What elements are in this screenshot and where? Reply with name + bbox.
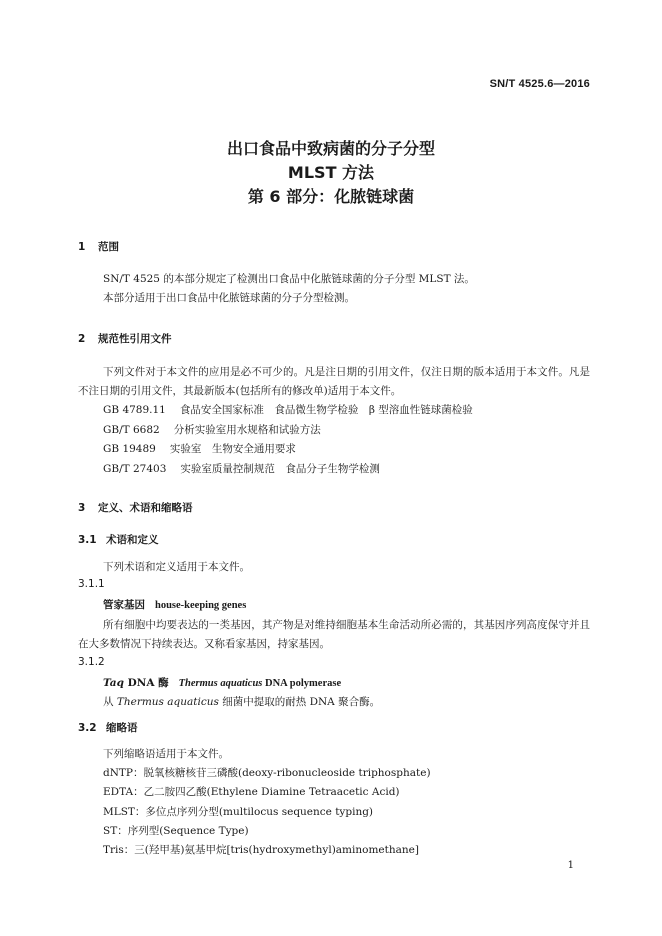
section-2-heading: [78, 331, 172, 346]
term-number: 3.1.2: [78, 656, 105, 668]
abbreviations-intro: 下列缩略语适用于本文件。: [103, 748, 229, 760]
section-number: 3.2: [78, 722, 97, 734]
section-number: 3.1: [78, 534, 97, 546]
reference-title: 实验室 生物安全通用要求: [169, 443, 296, 455]
section-number: 3: [78, 502, 86, 514]
reference-code: GB 4789.11: [103, 404, 166, 416]
section-title: 定义、术语和缩略语: [98, 502, 193, 514]
subsection-3-2-heading: [78, 720, 138, 735]
section-title: 规范性引用文件: [98, 333, 172, 345]
abbreviation-item: ST：序列型(Sequence Type): [103, 824, 249, 837]
reference-list: [103, 401, 487, 479]
abbreviation-list: [103, 745, 431, 860]
reference-item: [103, 421, 487, 441]
section-title: 范围: [98, 241, 119, 253]
abbreviation-item: MLST：多位点序列分型(multilocus sequence typing): [103, 805, 374, 818]
scope-paragraph-1: SN/T 4525 的本部分规定了检测出口食品中化脓链球菌的分子分型 MLST 法。: [103, 273, 475, 285]
abbreviation-item: Tris：三(羟甲基)氨基甲烷[tris(hydroxymethyl)aminomethane]: [103, 844, 419, 857]
reference-code: GB/T 27403: [103, 462, 167, 475]
reference-item: [103, 401, 487, 421]
standard-code: SN/T 4525.6—2016: [489, 78, 590, 90]
section-number: 1: [78, 241, 86, 253]
section-number: 2: [78, 333, 86, 345]
reference-title: 实验室质量控制规范 食品分子生物学检测: [180, 462, 380, 475]
title-line-2: MLST 方法: [287, 163, 375, 182]
section-title: 术语和定义: [106, 534, 159, 546]
reference-item: [103, 440, 487, 460]
term-definition: 所有细胞中均要表达的一类基因，其产物是对维持细胞基本生命活动所必需的，其基因序列高度保守并且在大多数情况下持续表达。又称看家基因，持家基因。: [78, 619, 590, 650]
reference-item: [103, 460, 487, 480]
section-title: 缩略语: [106, 722, 138, 734]
terms-intro: 下列术语和定义适用于本文件。: [103, 561, 250, 573]
section-3-heading: [78, 500, 193, 515]
section-1-heading: [78, 239, 119, 254]
term-title: [103, 597, 246, 612]
term-number: 3.1.1: [78, 578, 105, 590]
term-definition: 从 Thermus aquaticus 细菌中提取的耐热 DNA 聚合酶。: [103, 696, 381, 708]
reference-title: 食品安全国家标准 食品微生物学检验 β 型溶血性链球菌检验: [179, 404, 473, 416]
normative-intro: 下列文件对于本文件的应用是必不可少的。凡是注日期的引用文件，仅注日期的版本适用于本文件。凡是不注日期的引用文件，其最新版本(包括所有的修改单)适用于本文件。: [78, 366, 590, 397]
title-line-3: 第 6 部分：化脓链球菌: [247, 187, 415, 206]
term-title: [103, 675, 341, 690]
abbreviation-item: dNTP：脱氧核糖核苷三磷酸(deoxy-ribonucleoside triphosphate): [103, 767, 431, 780]
term-chinese: 管家基因: [103, 599, 145, 611]
subsection-3-1-heading: [78, 532, 159, 547]
term-english: house-keeping genes: [155, 600, 247, 611]
page-number: 1: [567, 860, 574, 871]
title-line-1: 出口食品中致病菌的分子分型: [226, 139, 435, 158]
reference-code: GB/T 6682: [103, 423, 160, 436]
term-chinese: Taq DNA 酶: [103, 677, 169, 689]
abbreviation-item: EDTA：乙二胺四乙酸(Ethylene Diamine Tetraacetic Acid): [103, 786, 400, 799]
reference-code: GB 19489: [103, 443, 156, 455]
term-english: Thermus aquaticus DNA polymerase: [178, 678, 342, 689]
reference-title: 分析实验室用水规格和试验方法: [173, 423, 321, 436]
scope-paragraph-2: 本部分适用于出口食品中化脓链球菌的分子分型检测。: [103, 292, 355, 304]
